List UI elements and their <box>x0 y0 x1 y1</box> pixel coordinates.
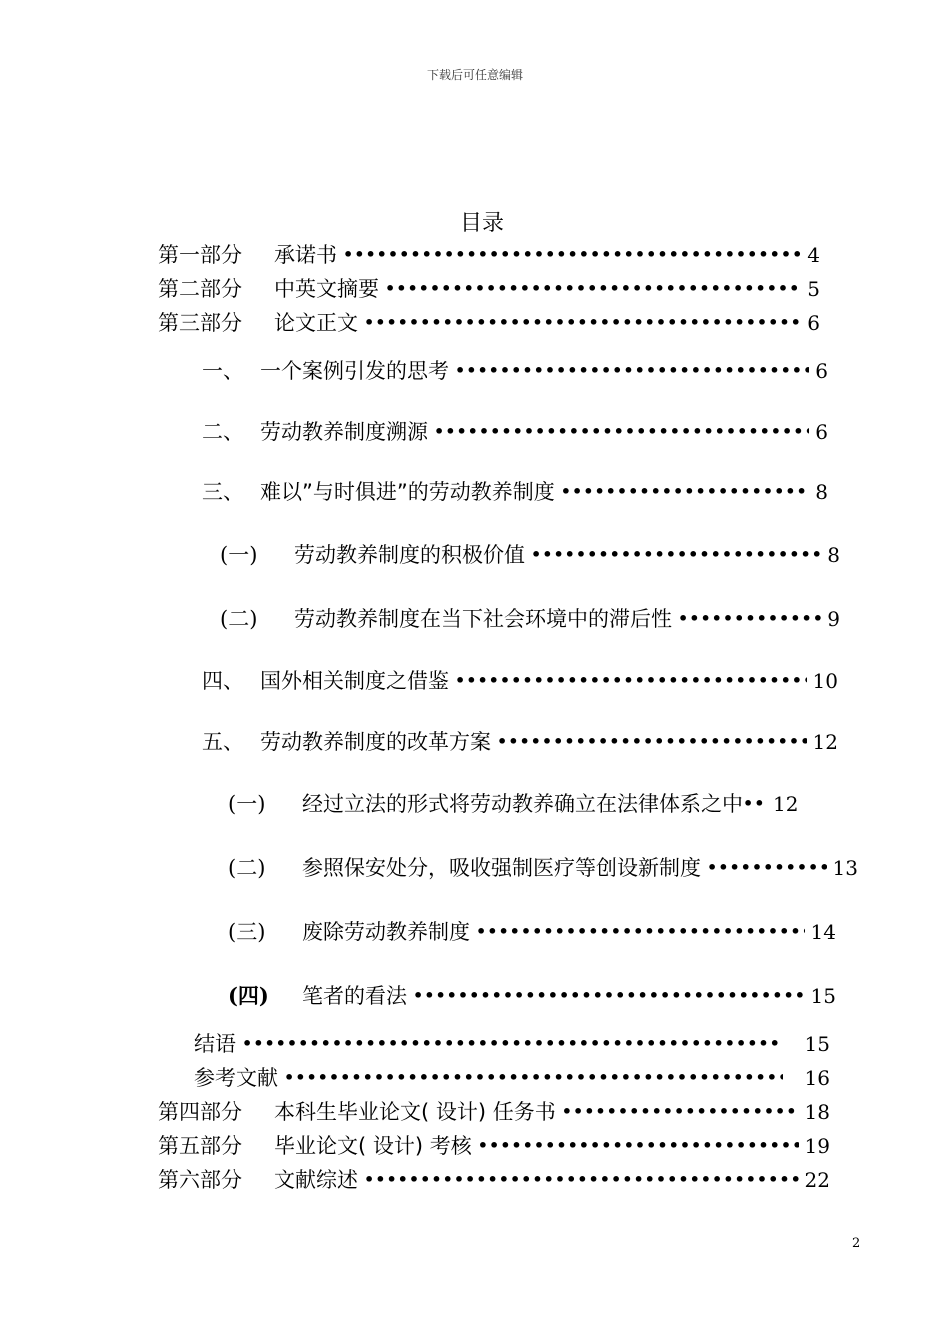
toc-entry-page: 14 <box>810 920 836 944</box>
toc-entry-number: 第六部分 <box>158 1168 242 1192</box>
toc-entry-page: 6 <box>815 359 828 383</box>
toc-dot-leader <box>531 540 821 570</box>
toc-dot-leader <box>343 240 801 270</box>
toc-entry-number: (二) <box>228 856 266 880</box>
toc-entry-section-2[interactable] <box>202 417 828 447</box>
toc-dot-leader <box>478 1131 799 1161</box>
toc-entry-label: 废除劳动教养制度 <box>302 920 470 944</box>
toc-entry-subsection-3-2[interactable] <box>220 604 840 634</box>
toc-entry-subsection-5-1[interactable] <box>228 789 848 819</box>
toc-entry-label: 劳动教养制度溯源 <box>260 420 428 444</box>
toc-entry-page: 10 <box>812 669 838 693</box>
toc-dot-leader <box>434 417 809 447</box>
toc-entry-page: 13 <box>832 856 858 880</box>
toc-dot-leader <box>284 1063 783 1093</box>
toc-entry-number: 二、 <box>202 420 244 444</box>
toc-entry-label: 劳动教养制度的改革方案 <box>260 730 491 754</box>
toc-entry-section-1[interactable] <box>202 356 828 386</box>
toc-dot-leader <box>678 604 821 634</box>
toc-entry-page: 9 <box>827 607 840 631</box>
toc-dot-leader <box>364 308 801 338</box>
toc-dot-leader <box>497 727 807 757</box>
toc-entry-page: 22 <box>804 1168 830 1192</box>
toc-entry-part-1[interactable] <box>158 240 820 270</box>
toc-entry-references[interactable] <box>194 1063 830 1093</box>
toc-entry-label: 参照保安处分，吸收强制医疗等创设新制度 <box>302 856 701 880</box>
toc-entry-page: 5 <box>807 277 820 301</box>
toc-entry-number: (一) <box>220 543 258 567</box>
toc-entry-part-4[interactable] <box>158 1097 830 1127</box>
toc-entry-section-4[interactable] <box>202 666 838 696</box>
toc-entry-number: (二) <box>220 607 258 631</box>
toc-entry-part-2[interactable] <box>158 274 820 304</box>
toc-entry-number: 第五部分 <box>158 1134 242 1158</box>
toc-entry-part-6[interactable] <box>158 1165 830 1195</box>
toc-entry-number: 第二部分 <box>158 277 242 301</box>
toc-entry-conclusion[interactable] <box>194 1029 830 1059</box>
toc-entry-number: 第一部分 <box>158 243 242 267</box>
toc-dot-leader <box>385 274 801 304</box>
toc-entry-page: 12 <box>812 730 838 754</box>
toc-dot-leader <box>242 1029 783 1059</box>
page-header: 下载后可任意编辑 <box>426 68 523 82</box>
toc-entry-page: 8 <box>815 480 828 504</box>
toc-entry-number: 三、 <box>202 480 244 504</box>
toc-entry-page: 6 <box>807 311 820 335</box>
toc-dot-leader <box>562 1097 799 1127</box>
toc-title: 目录 <box>459 211 504 236</box>
toc-dot-leader <box>476 917 805 947</box>
toc-entry-part-5[interactable] <box>158 1131 830 1161</box>
toc-dot-leader <box>561 477 810 507</box>
toc-entry-label: 笔者的看法 <box>302 984 407 1008</box>
toc-entry-page: 6 <box>815 420 828 444</box>
toc-entry-label: 本科生毕业论文( 设计) 任务书 <box>274 1100 556 1124</box>
toc-entry-label: 难以”与时俱进”的劳动教养制度 <box>260 480 555 504</box>
toc-entry-page: 16 <box>804 1066 830 1090</box>
toc-entry-label: 中英文摘要 <box>274 277 379 301</box>
toc-entry-page: 19 <box>804 1134 830 1158</box>
toc-entry-label: 国外相关制度之借鉴 <box>260 669 449 693</box>
toc-entry-label: 经过立法的形式将劳动教养确立在法律体系之中 <box>302 792 743 816</box>
toc-entry-label: 文献综述 <box>274 1168 358 1192</box>
toc-entry-page: 15 <box>810 984 836 1008</box>
toc-entry-part-3[interactable] <box>158 308 820 338</box>
toc-entry-number: (一) <box>228 792 266 816</box>
page-number: 2 <box>852 1236 861 1251</box>
toc-entry-page: 4 <box>807 243 820 267</box>
toc-dot-leader <box>455 356 809 386</box>
toc-entry-number: 五、 <box>202 730 244 754</box>
toc-entry-subsection-3-1[interactable] <box>220 540 840 570</box>
toc-entry-number: (四) <box>228 983 269 1008</box>
toc-entry-number: 第四部分 <box>158 1100 242 1124</box>
toc-entry-page: 18 <box>804 1100 830 1124</box>
toc-entry-label: 一个案例引发的思考 <box>260 359 449 383</box>
toc-entry-page: 12 <box>773 792 799 816</box>
toc-dot-leader <box>707 853 827 883</box>
toc-dot-leader <box>743 789 767 819</box>
toc-entry-subsection-5-2[interactable] <box>228 853 858 883</box>
toc-entry-number: 四、 <box>202 669 244 693</box>
toc-entry-label: 论文正文 <box>274 311 358 335</box>
toc-entry-section-5[interactable] <box>202 727 838 757</box>
toc-entry-number: 第三部分 <box>158 311 242 335</box>
toc-entry-number: 一、 <box>202 359 244 383</box>
toc-entry-label: 参考文献 <box>194 1066 278 1090</box>
toc-entry-subsection-5-3[interactable] <box>228 917 836 947</box>
toc-entry-label: 劳动教养制度在当下社会环境中的滞后性 <box>294 607 672 631</box>
toc-dot-leader <box>413 981 805 1011</box>
toc-entry-label: 结语 <box>194 1032 236 1056</box>
toc-entry-label: 劳动教养制度的积极价值 <box>294 543 525 567</box>
toc-entry-label: 毕业论文( 设计) 考核 <box>274 1134 472 1158</box>
toc-entry-page: 8 <box>827 543 840 567</box>
toc-entry-section-3[interactable] <box>202 477 828 507</box>
toc-entry-label: 承诺书 <box>274 243 337 267</box>
toc-entry-subsection-5-4[interactable] <box>228 981 836 1011</box>
toc-entry-page: 15 <box>804 1032 830 1056</box>
toc-dot-leader <box>455 666 807 696</box>
toc-entry-number: (三) <box>228 920 266 944</box>
toc-dot-leader <box>364 1165 799 1195</box>
